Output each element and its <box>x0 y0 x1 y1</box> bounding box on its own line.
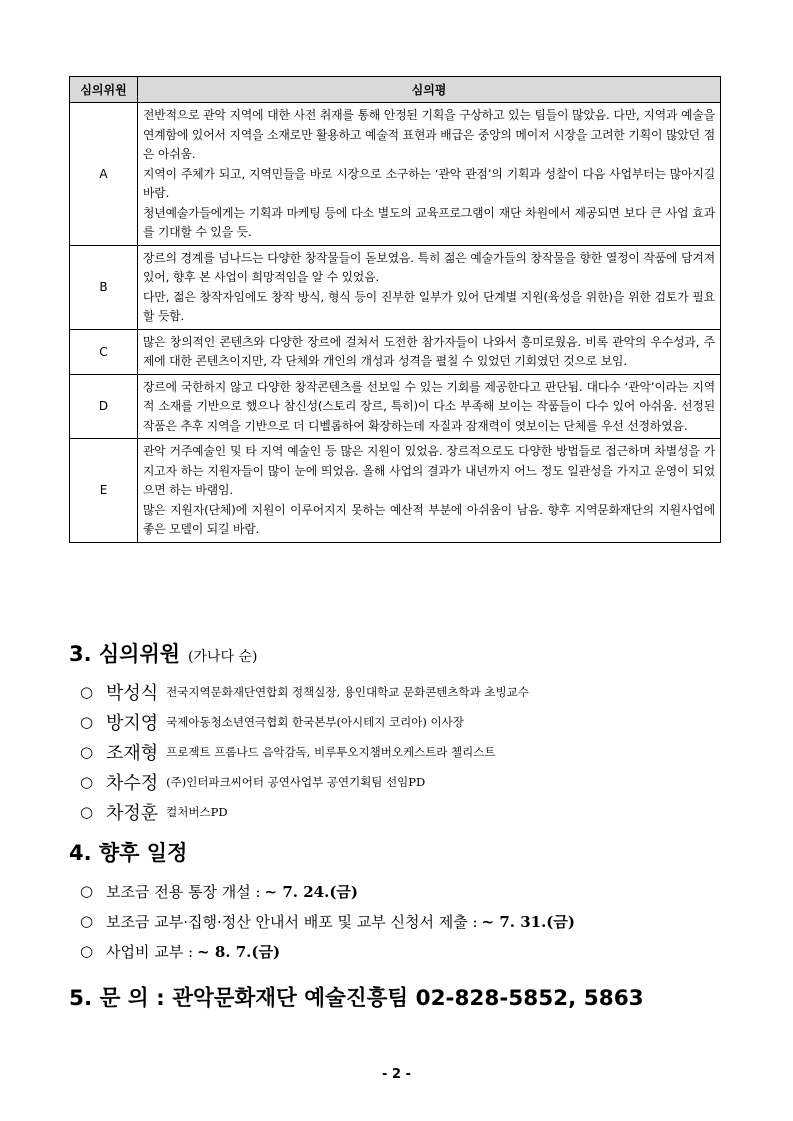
list-item <box>80 737 529 767</box>
member-name: 방지영 <box>106 713 159 734</box>
list-item <box>80 906 575 936</box>
review-comment <box>138 103 721 246</box>
schedule-list <box>80 876 575 966</box>
schedule-label: 사업비 교부 : <box>106 942 194 961</box>
list-item <box>80 797 529 827</box>
member-id: B <box>70 245 138 329</box>
review-table <box>69 76 721 543</box>
table-row <box>70 245 721 329</box>
list-item <box>80 876 575 906</box>
section-4-heading: 4. 향후 일정 <box>69 841 188 865</box>
contact-heading: 5. 문 의 : 관악문화재단 예술진흥팀 02-828-5852, 5863 <box>69 986 644 1011</box>
review-comment <box>138 374 721 439</box>
list-item <box>80 707 529 737</box>
list-item <box>80 767 529 797</box>
member-affiliation: (주)인터파크씨어터 공연사업부 공연기획팀 선임PD <box>166 775 426 789</box>
comment-line: 많은 지원자(단체)에 지원이 이루어지지 못하는 예산적 부분에 아쉬움이 남음. 향후 지역문화재단의 지원사업에 좋은 모델이 되길 바람. <box>143 502 715 536</box>
page-number: - 2 - <box>382 1067 411 1082</box>
comment-line: 많은 창의적인 콘텐츠와 다양한 장르에 걸쳐서 도전한 참가자들이 나와서 흥미로웠음. 비록 관악의 우수성과, 주제에 대한 콘텐츠이지만, 각 단체와 개인의 개성과 성격을 펼칠 수 있었던 기회였던 것으로 보임. <box>143 334 715 368</box>
bullet: ○ <box>80 713 94 731</box>
member-name: 조재형 <box>106 743 159 764</box>
list-item <box>80 936 575 966</box>
review-comment <box>138 439 721 543</box>
bullet: ○ <box>80 882 94 900</box>
bullet: ○ <box>80 942 94 960</box>
table-row <box>70 439 721 543</box>
bullet: ○ <box>80 803 94 821</box>
comment-line: 장르의 경계를 넘나드는 다양한 창작물들이 돋보였음. 특히 젊은 예술가들의 창작물을 향한 열정이 작품에 담겨져 있어, 향후 본 사업이 희망적임을 알 수 있었음. <box>143 250 715 284</box>
section-3-title: 3. 심의위원 <box>69 642 181 666</box>
committee-list <box>80 677 529 827</box>
comment-line: 청년예술가들에게는 기획과 마케팅 등에 다소 별도의 교육프로그램이 재단 차원에서 제공되면 보다 큰 사업 효과를 기대할 수 있을 듯. <box>143 205 715 239</box>
schedule-date: ~ 7. 24.(금) <box>264 882 358 901</box>
table-row <box>70 103 721 246</box>
bullet: ○ <box>80 743 94 761</box>
bullet: ○ <box>80 773 94 791</box>
member-id: A <box>70 103 138 246</box>
header-comment: 심의평 <box>138 77 721 103</box>
schedule-date: ~ 7. 31.(금) <box>481 912 575 931</box>
member-name: 차정훈 <box>106 803 159 824</box>
member-affiliation: 컬처버스PD <box>166 805 228 819</box>
review-comment <box>138 245 721 329</box>
comment-line: 장르에 국한하지 않고 다양한 창작콘텐츠를 선보일 수 있는 기회를 제공한다고 판단됨. 대다수 ‘관악’이라는 지역적 소재를 기반으로 했으나 참신성(스토리 장르, 특히)이 다소 부족해 보이는 작품들이 다수 있어 아쉬움. 선정된 작품은 추후 지역을 기반으로 더 디벨롭하여 확장하는데 자질과 잠재력이 엿보이는 단체를 우선 선정하였음. <box>143 379 715 433</box>
member-id: E <box>70 439 138 543</box>
schedule-label: 보조금 교부·집행·정산 안내서 배포 및 교부 신청서 제출 : <box>106 912 478 931</box>
member-affiliation: 전국지역문화재단연합회 정책실장, 용인대학교 문화콘텐츠학과 초빙교수 <box>166 685 529 699</box>
bullet: ○ <box>80 683 94 701</box>
member-name: 차수정 <box>106 773 159 794</box>
schedule-date: ~ 8. 7.(금) <box>197 942 281 961</box>
table-header-row <box>70 77 721 103</box>
member-id: C <box>70 329 138 374</box>
header-member: 심의위원 <box>70 77 138 103</box>
section-3-heading <box>69 638 258 668</box>
comment-line: 전반적으로 관악 지역에 대한 사전 취재를 통해 안정된 기획을 구상하고 있는 팀들이 많았음. 다만, 지역과 예술을 연계함에 있어서 지역을 소재로만 활용하고 예술적 표현과 배급은 중앙의 메이저 시장을 고려한 기획이 많았던 점은 아쉬움. <box>143 108 715 161</box>
bullet: ○ <box>80 912 94 930</box>
section-3-note: (가나다 순) <box>188 649 258 665</box>
comment-line: 지역이 주체가 되고, 지역민들을 바로 시장으로 소구하는 ‘관악 관점’의 기획과 성찰이 다음 사업부터는 많아지길 바람. <box>143 166 715 200</box>
member-name: 박성식 <box>106 683 159 704</box>
comment-line: 다만, 젊은 창작자임에도 창작 방식, 형식 등이 진부한 일부가 있어 단계별 지원(육성을 위한)을 위한 검토가 필요할 듯함. <box>143 289 715 323</box>
table-row <box>70 374 721 439</box>
comment-line: 관악 거주예술인 및 타 지역 예술인 등 많은 지원이 있었음. 장르적으로도 다양한 방법들로 접근하며 차별성을 가지고자 하는 지원자들이 많이 눈에 띄었음. 올해 사업의 결과가 내년까지 어느 정도 일관성을 가지고 운영이 되었으면 하는 바램임. <box>143 444 715 497</box>
member-id: D <box>70 374 138 439</box>
member-affiliation: 국제아동청소년연극협회 한국본부(아시테지 코리아) 이사장 <box>166 715 464 729</box>
schedule-label: 보조금 전용 통장 개설 : <box>106 882 261 901</box>
list-item <box>80 677 529 707</box>
member-affiliation: 프로젝트 프롬나드 음악감독, 비루투오지챔버오케스트라 첼리스트 <box>166 745 496 759</box>
table-row <box>70 329 721 374</box>
review-comment <box>138 329 721 374</box>
